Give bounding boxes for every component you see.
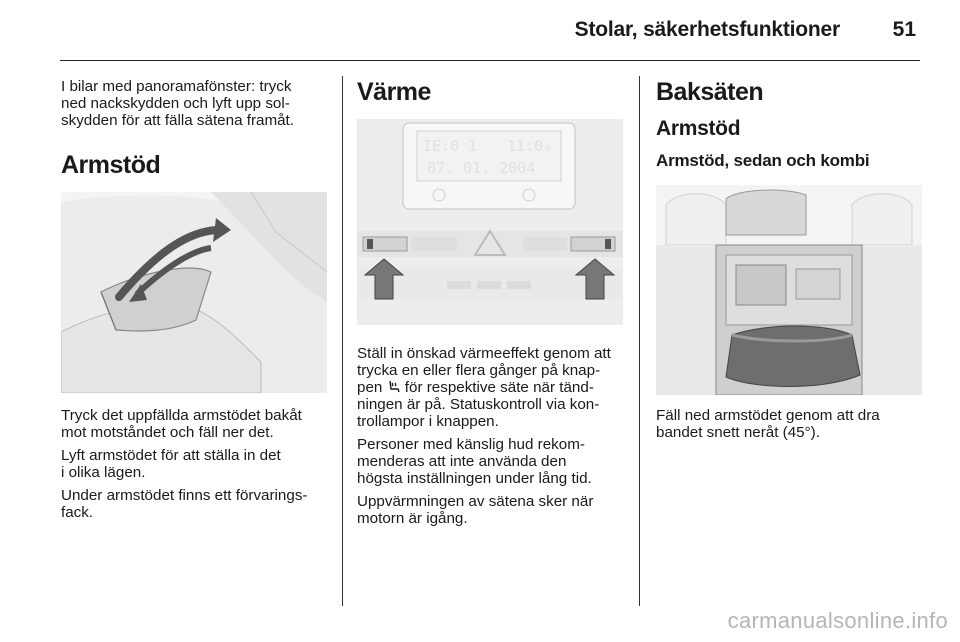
header-rule bbox=[60, 60, 920, 61]
page-number: 51 bbox=[892, 18, 916, 41]
display-line-1-right: 11:0₀ bbox=[507, 137, 553, 155]
column-middle bbox=[357, 78, 625, 533]
column-divider bbox=[639, 76, 640, 606]
rear-armrest-paragraph: Fäll ned armstödet genom att dra bandet snett neråt (45°). bbox=[656, 407, 880, 441]
intro-paragraph: I bilar med panoramafönster: tryck ned nackskydden och lyft upp sol- skydden för att fälla sätena framåt. bbox=[61, 78, 294, 129]
column-right bbox=[656, 78, 922, 447]
heating-paragraph-1: Ställ in önskad värmeeffekt genom att trycka en eller flera gånger på knap- pen för respektive säte när tänd- ningen är på. Statuskontroll via kon- trollampor i knappen. bbox=[357, 345, 611, 430]
armrest-paragraph-3: Under armstödet finns ett förvarings- fack. bbox=[61, 487, 308, 521]
heating-paragraph-3: Uppvärmningen av sätena sker när motorn är igång. bbox=[357, 493, 594, 527]
rear-armrest-illustration bbox=[656, 185, 922, 395]
subsubheading-sedan-kombi: Armstöd, sedan och kombi bbox=[656, 151, 870, 170]
display-line-2: 07. 01. 2004 bbox=[427, 159, 536, 177]
armrest-paragraph-1: Tryck det uppfällda armstödet bakåt mot motståndet och fäll ner det. bbox=[61, 407, 302, 441]
section-heading-armstod: Armstöd bbox=[61, 151, 161, 179]
watermark: carmanualsonline.info bbox=[727, 608, 948, 633]
armrest-illustration bbox=[61, 192, 327, 393]
column-divider bbox=[342, 76, 343, 606]
seat-heating-icon bbox=[387, 380, 401, 393]
section-heading-baksaten: Baksäten bbox=[656, 78, 764, 106]
heating-paragraph-2: Personer med känslig hud rekom- menderas att inte använda den högsta inställningen under lång tid. bbox=[357, 436, 592, 487]
section-heading-varme: Värme bbox=[357, 78, 431, 106]
subheading-armstod: Armstöd bbox=[656, 117, 741, 140]
page-section-title: Stolar, säkerhetsfunktioner bbox=[574, 18, 840, 41]
heater-panel-illustration bbox=[357, 119, 623, 325]
column-left bbox=[61, 78, 327, 527]
display-line-1-left: IE:0 1 bbox=[423, 137, 478, 155]
armrest-paragraph-2: Lyft armstödet för att ställa in det i olika lägen. bbox=[61, 447, 281, 481]
